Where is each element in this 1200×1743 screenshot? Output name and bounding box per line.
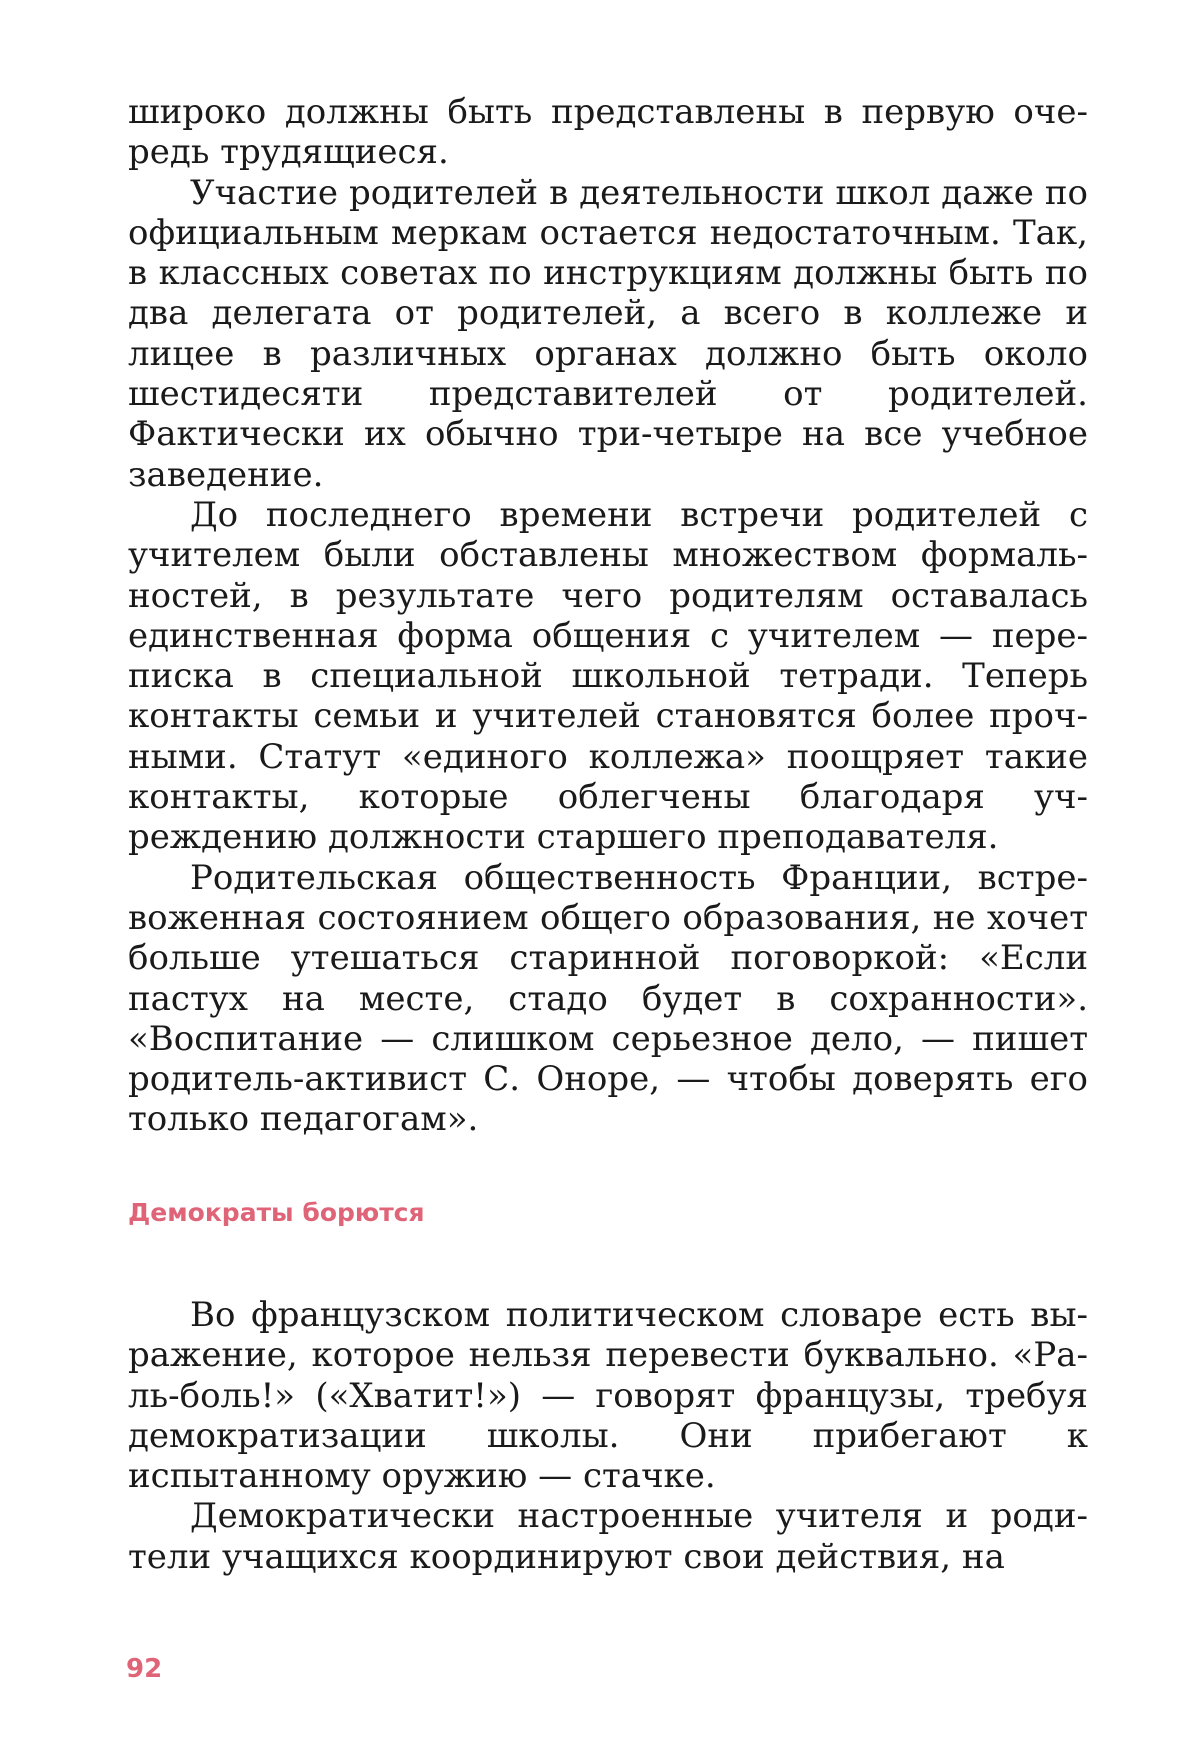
page-number: 92 bbox=[126, 1654, 163, 1684]
paragraph: широко должны быть представлены в первую очередь трудящиеся. bbox=[128, 92, 1088, 173]
main-text-block bbox=[128, 92, 1088, 1140]
section-text-block bbox=[128, 1295, 1088, 1577]
paragraph: Во французском политическом словаре есть выражение, которое нельзя перевести буквально. «Ра-ль-боль!» («Хватит!») — говорят французы, требуя демократизации школы. Они прибегают к испытанному оружию — стачке. bbox=[128, 1295, 1088, 1497]
paragraph: Участие родителей в деятельности школ даже по официальным меркам остается недостаточным. Так, в классных советах по инструкциям должны быть по два делегата от родителей, а всего в коллеже и лицее в различных органах должно быть около шестидесяти представителей от родителей. Фактически их обычно три-четыре на все учебное заведение. bbox=[128, 172, 1088, 495]
paragraph: До последнего времени встречи родителей с учителем были обставлены множеством формальностей, в результате чего родителям оставалась единственная форма общения с учителем — переписка в специальной школьной тетради. Теперь контакты семьи и учителей становятся более прочными. Статут «единого коллежа» поощряет такие контакты, которые облегчены благодаря учреждению должности старшего преподавателя. bbox=[128, 494, 1088, 858]
paragraph: Демократически настроенные учителя и родители учащихся координируют свои действия, на bbox=[128, 1496, 1088, 1577]
section-heading: Демократы борются bbox=[128, 1198, 425, 1227]
paragraph: Родительская общественность Франции, встревоженная состоянием общего образования, не хочет больше утешаться старинной поговоркой: «Если пастух на месте, стадо будет в сохранности». «Воспитание — слишком серьезное дело, — пишет родитель-активист С. Оноре, — чтобы доверять его только педагогам». bbox=[128, 857, 1088, 1140]
